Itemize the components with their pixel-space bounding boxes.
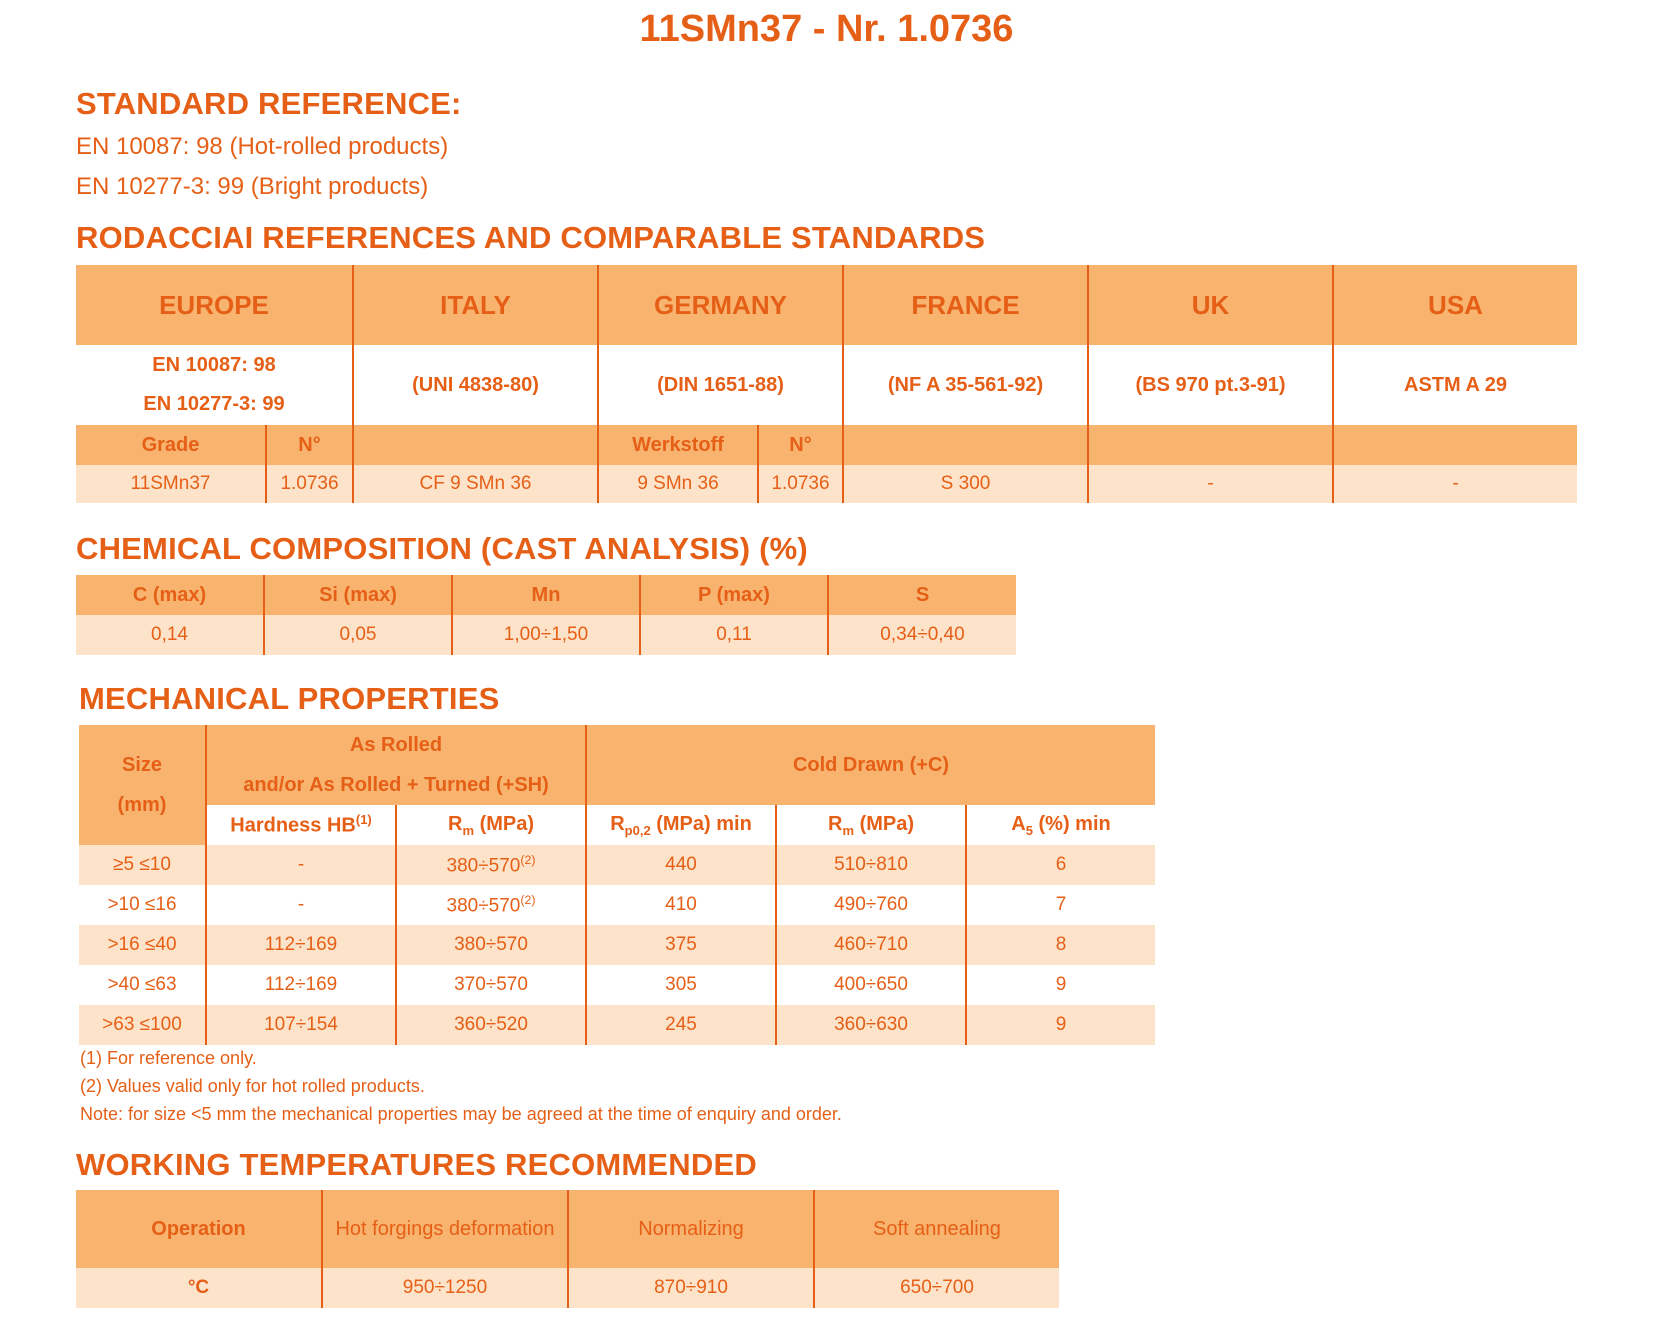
cell-value: - [297,894,305,915]
cell-a5 [966,1005,1155,1045]
mechanical-rows [79,845,1155,1045]
cell-rm-rolled [396,1005,586,1045]
uk-standard: (BS 970 pt.3-91) [1088,345,1333,425]
cell-value: >40 ≤63 [107,974,177,995]
werkstoff-number-header: N° [758,425,843,465]
italy-value: CF 9 SMn 36 [353,465,598,503]
footnote: (2) Values valid only for hot rolled products. [80,1076,425,1096]
cell-rm-drawn [776,1005,966,1045]
chem-header-p: P (max) [640,575,828,615]
number-header: N° [266,425,353,465]
chem-value-p: 0,11 [640,615,828,655]
cell-value: 107÷154 [264,1014,338,1035]
size-unit: (mm) [117,794,167,816]
france-value: S 300 [843,465,1088,503]
cell-size [79,1005,206,1045]
usa-value: - [1452,473,1459,494]
usa-standard: ASTM A 29 [1404,373,1507,396]
cell-a5 [966,845,1155,885]
cell-a5 [966,925,1155,965]
hardness-footnote-mark: (1) [355,812,372,828]
europe-standards [76,345,353,425]
cell-hb [206,1005,396,1045]
country-france: FRANCE [843,265,1088,345]
cell-value: >63 ≤100 [102,1014,182,1035]
page-title: 11SMn37 - Nr. 1.0736 [639,8,1014,50]
cell-value: 410 [665,894,697,915]
cell-value: 360÷630 [834,1014,908,1035]
cell-rp [586,1005,776,1045]
cell-value: 380÷570 [454,934,528,955]
footnote-mark: (2) [520,892,536,907]
chemical-heading: CHEMICAL COMPOSITION (CAST ANALYSIS) (%) [76,531,808,566]
chemical-table [76,575,1016,655]
rm-drawn-header: $R_m$ (MPa) [776,805,966,845]
cell-rm-drawn [776,845,966,885]
germany-standard: (DIN 1651-88) [598,345,843,425]
rm-drawn-unit: (MPa) [859,812,915,835]
cold-drawn-header: Cold Drawn (+C) [586,725,1155,805]
chem-header-mn: Mn [452,575,640,615]
cell-value: 440 [665,854,697,875]
cell-size [79,845,206,885]
cell-value: >10 ≤16 [107,894,177,915]
country-uk: UK [1088,265,1333,345]
france-standard: (NF A 35-561-92) [843,345,1088,425]
mechanical-table [79,725,1155,1045]
table-row [79,845,1155,885]
cell-value: 380÷570 [446,895,521,917]
cell-value: 380÷570 [446,855,521,877]
cell-rp [586,925,776,965]
cell-rm-drawn [776,925,966,965]
as-rolled-header [206,725,586,805]
table-row [79,965,1155,1005]
europe-standard: EN 10087: 98 [152,354,276,376]
cell-rp [586,965,776,1005]
chem-value-s: 0,34÷0,40 [880,624,965,645]
country-italy: ITALY [353,265,598,345]
mechanical-heading: MECHANICAL PROPERTIES [79,681,500,716]
cell-a5 [966,885,1155,925]
cell-value: 490÷760 [834,894,908,915]
chem-value-si: 0,05 [264,615,452,655]
italy-standard: (UNI 4838-80) [353,345,598,425]
cell-hb [206,845,396,885]
table-row [79,1005,1155,1045]
france-subheader [843,425,1088,465]
number-value: 1.0736 [266,465,353,503]
references-heading: RODACCIAI REFERENCES AND COMPARABLE STANDARDS [76,220,986,255]
cell-value: 8 [1055,934,1067,955]
standard-reference-heading: STANDARD REFERENCE: [76,86,462,121]
unit-label: °C [76,1268,322,1308]
cell-value: >16 ≤40 [107,934,177,955]
cell-rp [586,845,776,885]
table-row [79,885,1155,925]
chem-value-c: 0,14 [76,615,264,655]
a5-header: $A_5$ (%) min [1011,812,1111,838]
cell-value: ≥5 ≤10 [113,854,171,875]
cell-value: 460÷710 [834,934,908,955]
cell-value: 112÷169 [264,974,338,995]
hardness-header [206,805,396,845]
as-rolled-label: As Rolled [349,734,443,756]
normalizing-header: Normalizing [568,1190,814,1268]
cell-value: 375 [665,934,697,955]
normalizing-value: 870÷910 [568,1268,814,1308]
operation-header: Operation [76,1190,322,1268]
footnote: (1) For reference only. [80,1048,257,1068]
cell-value: 7 [1055,894,1067,915]
as-rolled-sublabel: and/or As Rolled + Turned (+SH) [243,774,549,796]
hot-forgings-header: Hot forgings deformation [322,1190,568,1268]
standard-reference-line: EN 10087: 98 (Hot-rolled products) [76,133,449,160]
cell-value: 400÷650 [834,974,908,995]
werkstoff-header: Werkstoff [598,425,758,465]
a5-unit: (%) min [1038,812,1111,835]
cell-rm-rolled [396,965,586,1005]
working-heading: WORKING TEMPERATURES RECOMMENDED [76,1147,757,1182]
grade-value: 11SMn37 [76,465,266,503]
cell-value: 9 [1055,974,1067,995]
cell-a5 [966,965,1155,1005]
cell-value: 6 [1055,854,1067,875]
rm-rolled-unit: (MPa) [479,812,535,835]
cell-hb [206,925,396,965]
cell-value: 245 [665,1014,697,1035]
cell-rp [586,885,776,925]
rp-header: $R_{p0,2}$ (MPa) min [586,805,776,845]
footnote: Note: for size <5 mm the mechanical properties may be agreed at the time of enquiry and order. [80,1104,842,1124]
italy-subheader [353,425,598,465]
country-germany: GERMANY [598,265,843,345]
usa-subheader [1333,425,1577,465]
cell-value: 9 [1055,1014,1067,1035]
cell-rm-drawn [776,885,966,925]
werkstoff-value: 9 SMn 36 [598,465,758,503]
cell-rm-rolled [396,885,586,925]
cell-size [79,885,206,925]
cell-value: 370÷570 [454,974,528,995]
chem-header-c: C (max) [76,575,264,615]
footnote-mark: (2) [520,852,536,867]
cell-value: 360÷520 [454,1014,528,1035]
size-label: Size [121,754,163,776]
werkstoff-number-value: 1.0736 [758,465,843,503]
working-table [76,1190,1059,1308]
country-europe: EUROPE [76,265,353,345]
rp-unit: (MPa) min [656,812,752,835]
chem-value-mn: 1,00÷1,50 [452,615,640,655]
cell-rm-drawn [776,965,966,1005]
soft-annealing-header: Soft annealing [873,1217,1001,1240]
rm-rolled-header: $R_m$ (MPa) [396,805,586,845]
table-row [79,925,1155,965]
cell-value: 305 [665,974,697,995]
chem-header-s: S [915,583,930,606]
hot-forgings-value: 950÷1250 [322,1268,568,1308]
hardness-label: Hardness HB [230,814,356,837]
cell-size [79,965,206,1005]
cell-value: - [297,854,305,875]
country-usa: USA [1428,289,1483,320]
uk-value: - [1088,465,1333,503]
europe-standard: EN 10277-3: 99 [143,393,285,415]
standard-reference-line: EN 10277-3: 99 (Bright products) [76,173,429,200]
cell-size [79,925,206,965]
size-header [79,725,206,845]
cell-rm-rolled [396,845,586,885]
soft-annealing-value: 650÷700 [900,1277,974,1298]
chem-header-si: Si (max) [264,575,452,615]
cell-value: 510÷810 [834,854,908,875]
grade-header: Grade [76,425,266,465]
cell-value: 112÷169 [264,934,338,955]
references-table [76,265,1577,503]
cell-hb [206,885,396,925]
uk-subheader [1088,425,1333,465]
cell-rm-rolled [396,925,586,965]
cell-hb [206,965,396,1005]
